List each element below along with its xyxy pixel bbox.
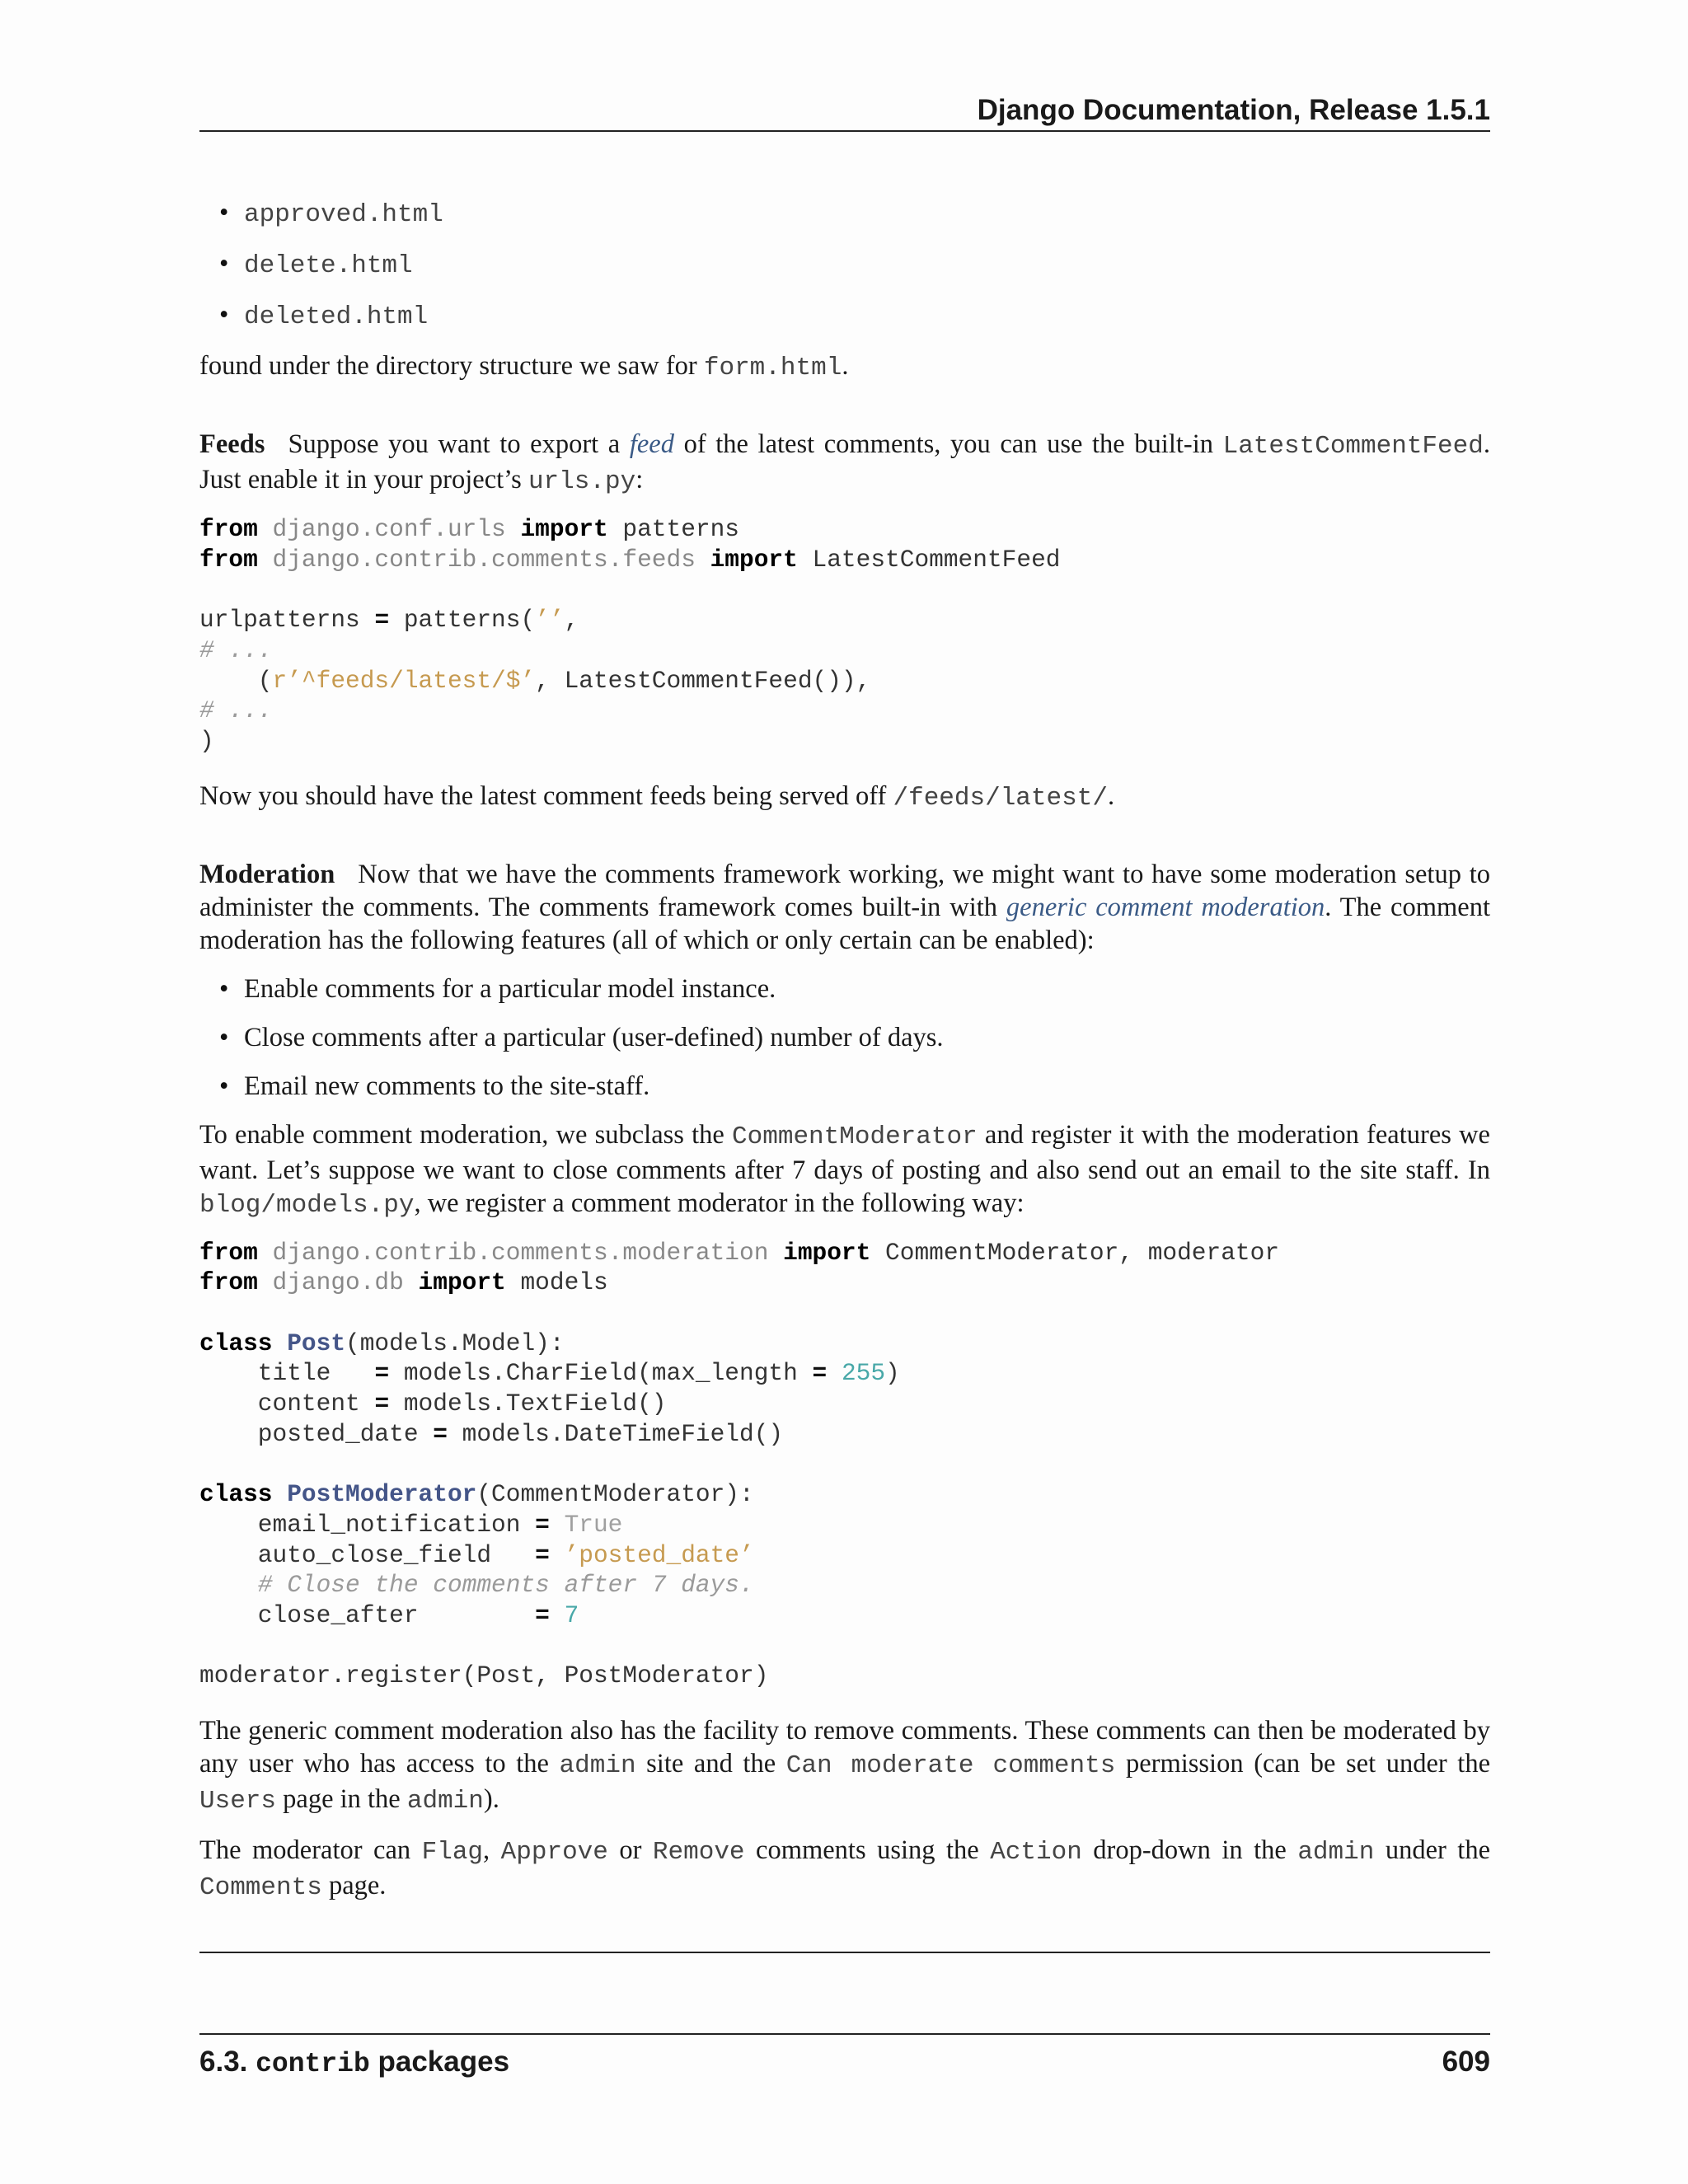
content-end-rule	[199, 1952, 1490, 1953]
code-line: from django.conf.urls import patterns	[199, 515, 740, 543]
feeds-paragraph: Feeds Suppose you want to export a feed of the latest comments, you can use the built-in LatestCommentFeed. Just enable it in your project’s urls.py:	[199, 429, 1490, 496]
code-line: class Post(models.Model):	[199, 1329, 565, 1357]
served-paragraph: Now you should have the latest comment feeds being served off /feeds/latest/.	[199, 780, 1115, 813]
code-line: title = models.CharField(max_length = 255)	[199, 1359, 900, 1388]
running-footer	[199, 2044, 1490, 2083]
running-header: Django Documentation, Release 1.5.1	[977, 94, 1490, 126]
footer-section-number: 6.3.	[199, 2046, 248, 2078]
code-line: close_after = 7	[199, 1601, 579, 1630]
list-item: • approved.html	[244, 196, 1490, 232]
code-block-feeds	[199, 514, 1490, 757]
features-list	[199, 972, 1490, 1103]
footer-section-code: contrib	[256, 2049, 370, 2079]
found-under-paragraph: found under the directory structure we saw for form.html.	[199, 351, 849, 382]
moderation-paragraph: Moderation Now that we have the comments framework working, we might want to have some moderation setup to administer the comments. The comments framework comes built-in with generic comment moderation. The comment moderation has the following features (all of which or only certain can be enabled):	[199, 859, 1490, 955]
feeds-heading: Feeds	[199, 429, 265, 459]
code-line: from django.db import models	[199, 1268, 608, 1297]
code-line: # ...	[199, 635, 273, 664]
code-line: from django.contrib.comments.moderation import CommentModerator, moderator	[199, 1238, 1280, 1267]
code-block-moderator	[199, 1238, 1490, 1692]
list-item: • Email new comments to the site-staff.	[244, 1070, 1490, 1103]
footer-rule	[199, 2033, 1490, 2035]
code-line: auto_close_field = ’posted_date’	[199, 1540, 754, 1569]
code-line: moderator.register(Post, PostModerator)	[199, 1661, 769, 1690]
enable-moderation-paragraph: To enable comment moderation, we subclass the CommentModerator and register it with the moderation features we want. Let’s suppose we want to close comments after 7 days of posting and also send out an email to the site staff. In blog/models.py, we register a comment moderator in the following way:	[199, 1119, 1490, 1220]
list-item: • delete.html	[244, 247, 1490, 283]
code-line: posted_date = models.DateTimeField()	[199, 1419, 784, 1448]
moderator-actions-paragraph: The moderator can Flag, Approve or Remove comments using the Action drop-down in the admin under the Comments page.	[199, 1835, 1491, 1903]
list-item: • deleted.html	[244, 298, 1490, 334]
code-line: urlpatterns = patterns(’’,	[199, 606, 579, 635]
moderation-heading: Moderation	[199, 859, 335, 889]
feed-link[interactable]: feed	[629, 429, 674, 459]
code-line: from django.contrib.comments.feeds import LatestCommentFeed	[199, 545, 1061, 574]
list-item: • Enable comments for a particular model instance.	[244, 972, 1490, 1005]
header-rule	[199, 130, 1490, 132]
footer-section-word: packages	[377, 2046, 510, 2078]
template-list	[199, 196, 1490, 334]
list-item: • Close comments after a particular (user-defined) number of days.	[244, 1021, 1490, 1054]
generic-comment-moderation-link[interactable]: generic comment moderation	[1006, 892, 1325, 922]
page-body	[199, 196, 1490, 1920]
page-number: 609	[1442, 2046, 1490, 2078]
code-line: # Close the comments after 7 days.	[257, 1571, 754, 1600]
code-line: (r’^feeds/latest/$’, LatestCommentFeed()),	[199, 666, 871, 695]
code-line: )	[199, 726, 214, 755]
code-line: # ...	[199, 696, 273, 725]
code-line: email_notification = True	[199, 1510, 623, 1539]
code-line: class PostModerator(CommentModerator):	[199, 1480, 754, 1509]
generic-moderation-paragraph: The generic comment moderation also has the facility to remove comments. These comments can then be moderated by any user who has access to the admin site and the Can moderate comments permission (can be set under the Users page in the admin).	[199, 1716, 1490, 1816]
code-line: content = models.TextField()	[199, 1390, 667, 1418]
